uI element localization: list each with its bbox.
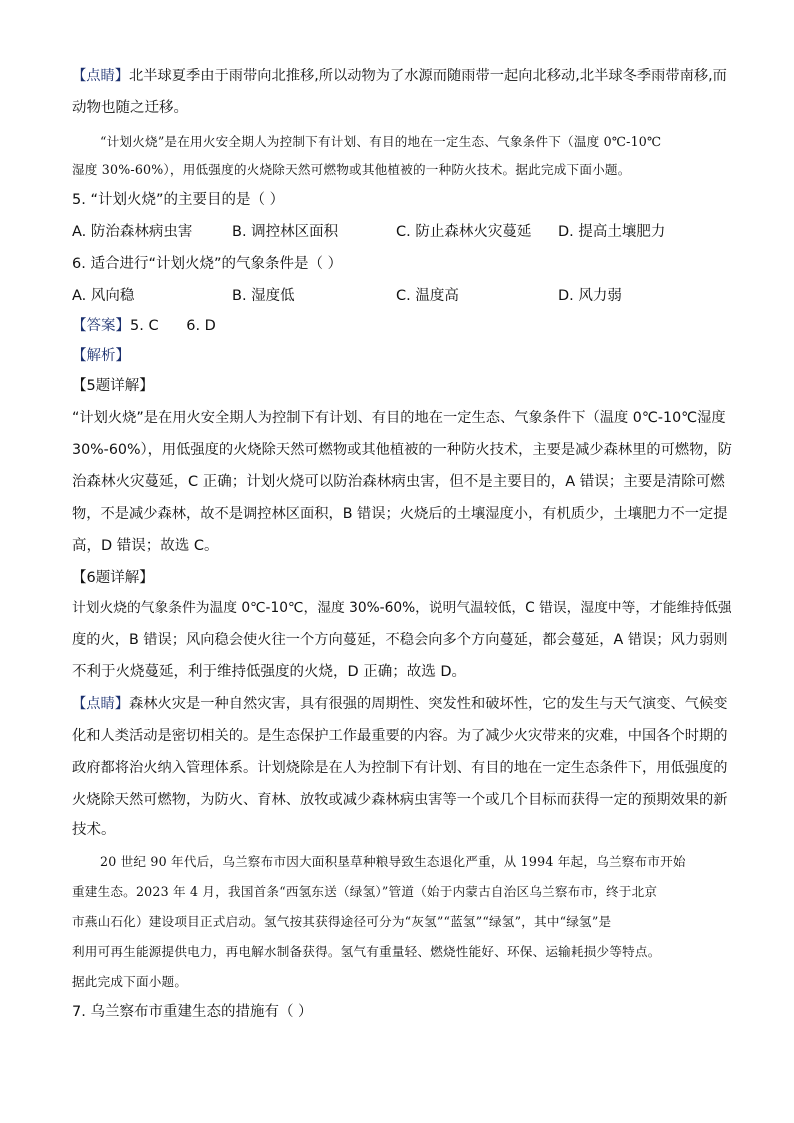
dianjing-2-line-2: 化和人类活动是密切相关的。是生态保护工作最重要的内容。为了减少火灾带来的灾难，中国各个时期的: [72, 728, 728, 744]
q5-option-a: A. 防治森林病虫害: [72, 224, 193, 240]
q5-option-b: B. 调控林区面积: [232, 224, 339, 240]
dianjing-1-line-2: 动物也随之迁移。: [72, 100, 188, 116]
analysis-tag: 【解析】: [72, 348, 130, 364]
passage-2-line-2: 重建生态。2023 年 4 月，我国首条“西氢东送（绿氢）”管道（始于内蒙古自治区乌兰察布市，终于北京: [72, 884, 658, 899]
detail-6-line-2: 度的火，B 错误；风向稳会使火往一个方向蔓延，不稳会向多个方向蔓延，都会蔓延，A 错误；风力弱则: [72, 632, 728, 648]
detail-5-line-2: 30%-60%），用低强度的火烧除天然可燃物或其他植被的一种防火技术，主要是减少森林里的可燃物，防: [72, 442, 732, 458]
dianjing-2-line-4: 火烧除天然可燃物，为防火、育林、放牧或减少森林病虫害等一个或几个目标而获得一定的预期效果的新: [72, 792, 728, 808]
detail-6-line-3: 不利于火烧蔓延，利于维持低强度的火烧，D 正确；故选 D。: [72, 664, 467, 680]
detail-6-tag: 【6题详解】: [72, 570, 154, 586]
q5-option-d: D. 提高土壤肥力: [558, 224, 666, 240]
detail-6-line-1: 计划火烧的气象条件为温度 0℃-10℃，湿度 30%-60%，说明气温较低，C 错误，湿度中等，才能维持低强: [72, 600, 732, 616]
dianjing-2-line-3: 政府都将治火纳入管理体系。计划烧除是在人为控制下有计划、有目的地在一定生态条件下，用低强度的: [72, 760, 728, 776]
dianjing-2-line-5: 技术。: [72, 822, 116, 838]
detail-5-line-1: “计划火烧”是在用火安全期人为控制下有计划、有目的地在一定生态、气象条件下（温度 0℃-10℃湿度: [72, 410, 726, 426]
dianjing-2-tag: 【点睛】: [72, 696, 130, 712]
passage-1-line-1: “计划火烧”是在用火安全期人为控制下有计划、有目的地在一定生态、气象条件下（温度 0℃-10℃: [100, 134, 662, 149]
question-7-stem: 7. 乌兰察布市重建生态的措施有（ ）: [72, 1004, 313, 1020]
dianjing-1-line-1: 【点睛】北半球夏季由于雨带向北推移,所以动物为了水源而随雨带一起向北移动,北半球冬季雨带南移,而: [72, 68, 727, 84]
question-6-stem: 6. 适合进行“计划火烧”的气象条件是（ ）: [72, 256, 343, 272]
passage-2-line-4: 利用可再生能源提供电力，再电解水制备获得。氢气有重量轻、燃烧性能好、环保、运输耗损少等特点。: [72, 944, 661, 959]
q6-option-b: B. 湿度低: [232, 288, 295, 304]
detail-5-tag: 【5题详解】: [72, 378, 154, 394]
answer-line: [72, 316, 216, 336]
dianjing-2-line-1: 【点睛】森林火灾是一种自然灾害，具有很强的周期性、突发性和破坏性，它的发生与天气演变、气候变: [72, 696, 728, 712]
passage-2-line-3: 市燕山石化）建设项目正式启动。氢气按其获得途径可分为“灰氢”“蓝氢”“绿氢”，其中“绿氢”是: [72, 914, 612, 929]
question-5-stem: 5. “计划火烧”的主要目的是（ ）: [72, 192, 285, 208]
passage-2-line-5: 据此完成下面小题。: [72, 974, 188, 989]
detail-5-line-5: 高，D 错误；故选 C。: [72, 538, 219, 554]
detail-5-line-3: 治森林火灾蔓延，C 正确；计划火烧可以防治森林病虫害，但不是主要目的，A 错误；主要是清除可燃: [72, 474, 725, 490]
passage-2-line-1: 20 世纪 90 年代后，乌兰察布市因大面积垦草种粮导致生态退化严重，从 1994 年起，乌兰察布市开始: [100, 854, 686, 869]
q6-option-a: A. 风向稳: [72, 288, 135, 304]
answer-text: 5. C 6. D: [130, 318, 216, 334]
dianjing-tag: 【点睛】: [72, 68, 130, 84]
answer-tag: 【答案】: [72, 318, 130, 334]
q6-option-d: D. 风力弱: [558, 288, 622, 304]
passage-1-line-2: 湿度 30%-60%），用低强度的火烧除天然可燃物或其他植被的一种防火技术。据此完成下面小题。: [72, 162, 631, 177]
q5-option-c: C. 防止森林火灾蔓延: [396, 224, 532, 240]
q6-option-c: C. 温度高: [396, 288, 459, 304]
detail-5-line-4: 物，不是减少森林，故不是调控林区面积，B 错误；火烧后的土壤湿度小，有机质少，土壤肥力不一定提: [72, 506, 728, 522]
